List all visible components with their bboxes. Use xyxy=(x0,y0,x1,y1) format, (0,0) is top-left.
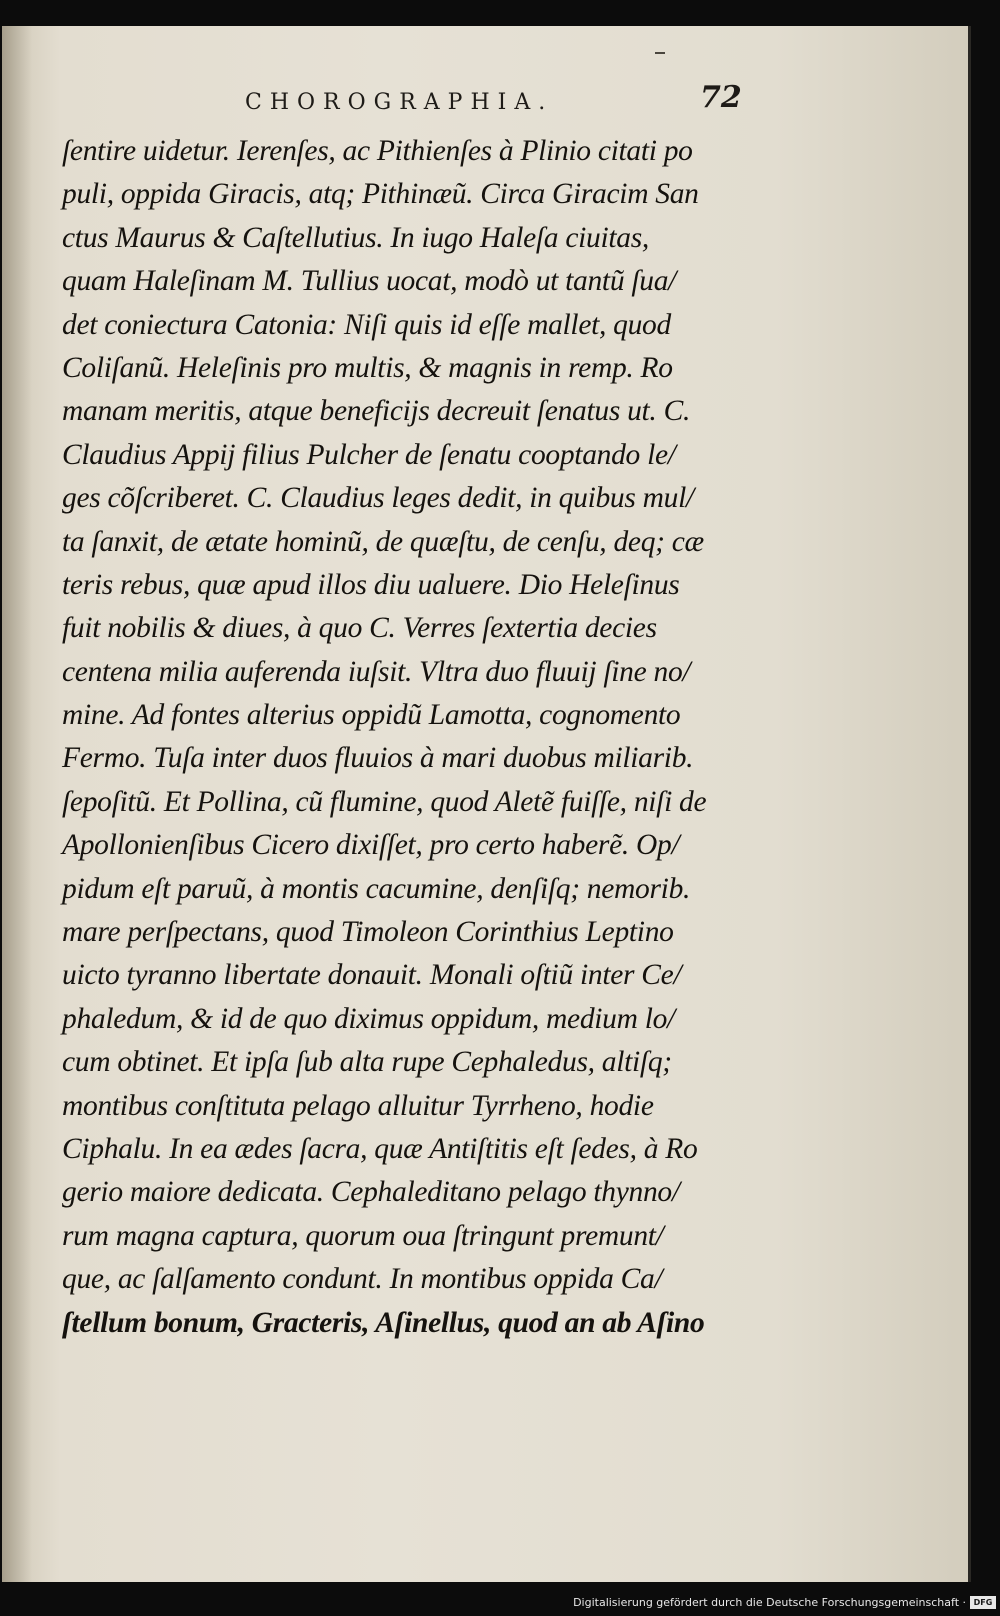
text-block xyxy=(62,130,752,1345)
text-line: que, ac ſalſamento condunt. In montibus oppida Ca/ xyxy=(62,1263,663,1296)
text-line: pidum eſt paruũ, à montis cacumine, denſiſq; nemorib. xyxy=(62,872,691,905)
text-line: rum magna captura, quorum oua ſtringunt premunt/ xyxy=(62,1219,664,1252)
running-head: CHOROGRAPHIA. xyxy=(245,90,554,115)
text-line: fuit nobilis & diues, à quo C. Verres ſextertia decies xyxy=(62,612,657,645)
gutter-shadow xyxy=(2,26,32,1582)
dfg-logo: DFG xyxy=(970,1596,996,1609)
text-line: Fermo. Tuſa inter duos fluuios à mari duobus miliarib. xyxy=(62,742,694,775)
text-line: uicto tyranno libertate donauit. Monali oſtiũ inter Ce/ xyxy=(62,959,682,992)
page-mark xyxy=(655,52,665,54)
text-line: montibus conſtituta pelago alluitur Tyrrheno, hodie xyxy=(62,1089,654,1122)
text-line: phaledum, & id de quo diximus oppidum, medium lo/ xyxy=(62,1002,675,1035)
text-line: Coliſanũ. Heleſinis pro multis, & magnis in remp. Ro xyxy=(62,351,673,384)
text-line: quam Haleſinam M. Tullius uocat, modò ut tantũ ſua/ xyxy=(62,265,677,298)
text-line: ſtellum bonum, Gracteris, Aſinellus, quod an ab Aſino xyxy=(62,1306,705,1339)
text-line: gerio maiore dedicata. Cephaleditano pelago thynno/ xyxy=(62,1176,680,1209)
text-line: det coniectura Catonia: Niſi quis id eſſe mallet, quod xyxy=(62,308,671,341)
text-line: ctus Maurus & Caſtellutius. In iugo Haleſa ciuitas, xyxy=(62,221,649,254)
text-line: ſentire uidetur. Ierenſes, ac Pithienſes à Plinio citati po xyxy=(62,135,693,167)
text-line: ſepoſitũ. Et Pollina, cũ flumine, quod Aletẽ fuiſſe, niſi de xyxy=(62,785,707,818)
text-line: Ciphalu. In ea ædes ſacra, quæ Antiſtitis eſt ſedes, à Ro xyxy=(62,1132,698,1165)
text-line: Apollonienſibus Cicero dixiſſet, pro certo haberẽ. Op/ xyxy=(62,829,680,862)
text-line: centena milia auferenda iuſsit. Vltra duo fluuij ſine no/ xyxy=(62,655,691,688)
text-line: ges cõſcriberet. C. Claudius leges dedit, in quibus mul/ xyxy=(62,482,694,515)
text-line: manam meritis, atque beneficijs decreuit ſenatus ut. C. xyxy=(62,395,691,428)
funding-credit: Digitalisierung gefördert durch die Deutsche Forschungsgemeinschaft · xyxy=(573,1596,966,1609)
text-line: puli, oppida Giracis, atq; Pithinæũ. Circa Giracim San xyxy=(62,178,699,211)
page-number: 72 xyxy=(700,80,742,115)
text-line: Claudius Appij filius Pulcher de ſenatu cooptando le/ xyxy=(62,438,676,471)
text-line: ta ſanxit, de ætate hominũ, de quæſtu, de cenſu, deq; cæ xyxy=(62,525,704,558)
text-line: mare perſpectans, quod Timoleon Corinthius Leptino xyxy=(62,916,674,949)
text-line: mine. Ad fontes alterius oppidũ Lamotta, cognomento xyxy=(62,699,681,732)
text-line: cum obtinet. Et ipſa ſub alta rupe Cephaledus, altiſq; xyxy=(62,1046,672,1079)
text-line: teris rebus, quæ apud illos diu ualuere. Dio Heleſinus xyxy=(62,568,680,601)
